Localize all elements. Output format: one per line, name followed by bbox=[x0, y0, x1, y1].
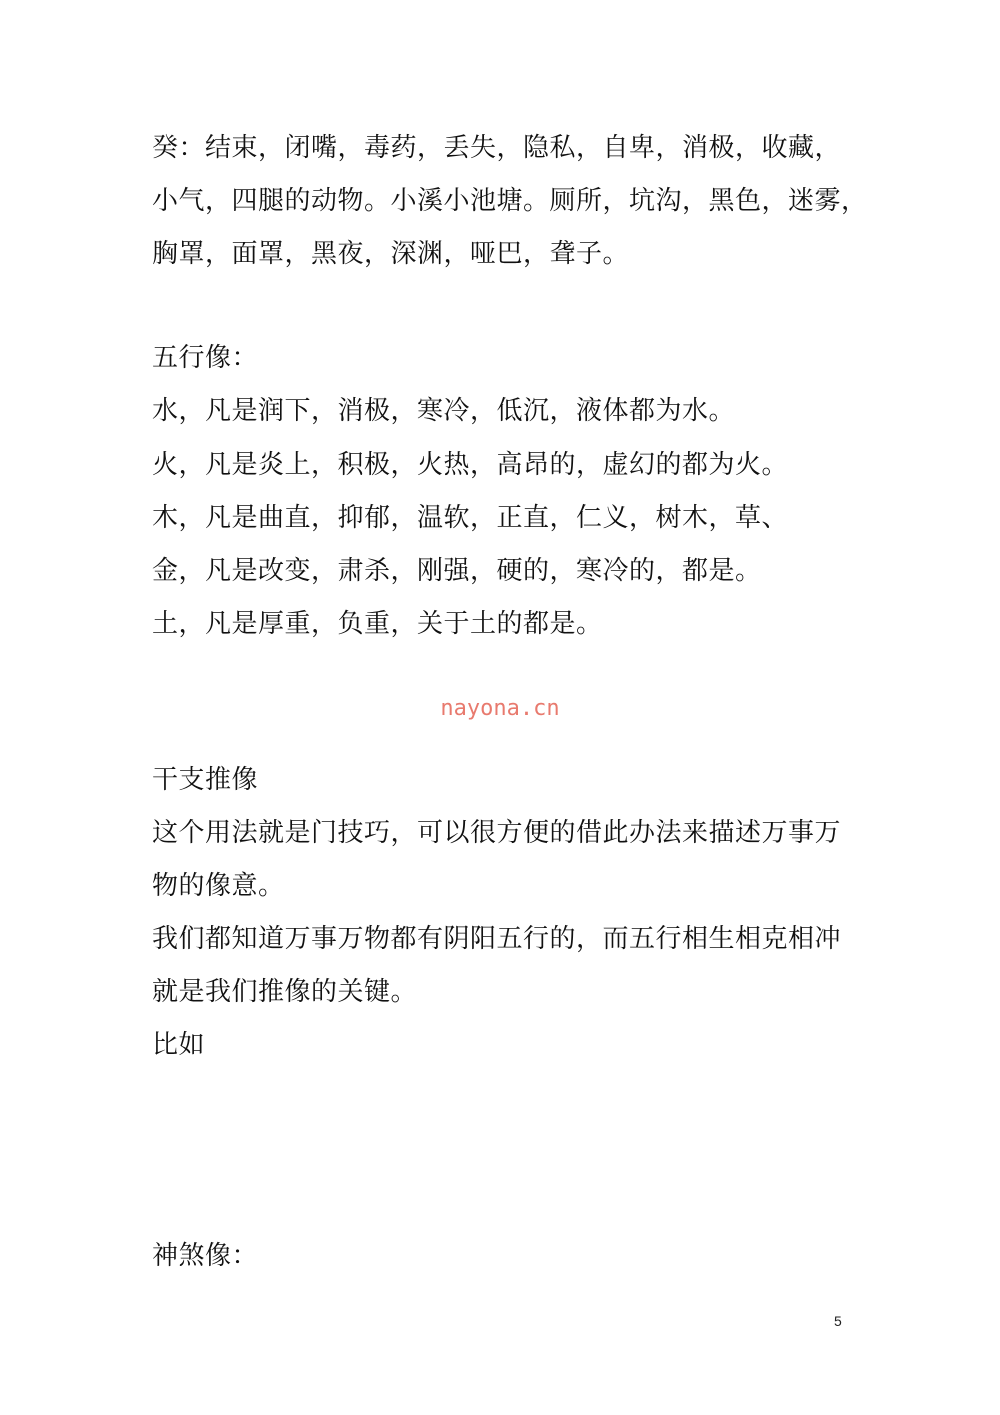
wuxing-line-earth: 土，凡是厚重，负重，关于土的都是。 bbox=[152, 609, 603, 639]
shensha-heading: 神煞像： bbox=[152, 1241, 259, 1271]
ganzhi-heading: 干支推像 bbox=[152, 765, 259, 795]
gui-line-1: 癸：结束，闭嘴，毒药，丢失，隐私，自卑，消极，收藏， bbox=[152, 133, 842, 163]
ganzhi-line-3: 我们都知道万事万物都有阴阳五行的，而五行相生相克相冲 bbox=[152, 924, 842, 954]
watermark: nayona.cn bbox=[440, 696, 560, 721]
ganzhi-line-2: 物的像意。 bbox=[152, 871, 285, 901]
wuxing-line-water: 水，凡是润下，消极，寒冷，低沉，液体都为水。 bbox=[152, 396, 736, 426]
wuxing-line-metal: 金，凡是改变，肃杀，刚强，硬的，寒冷的，都是。 bbox=[152, 556, 762, 586]
ganzhi-line-4: 就是我们推像的关键。 bbox=[152, 977, 418, 1007]
ganzhi-line-1: 这个用法就是门技巧，可以很方便的借此办法来描述万事万 bbox=[152, 818, 842, 848]
ganzhi-line-5: 比如 bbox=[152, 1030, 206, 1060]
gui-line-2: 小气，四腿的动物。小溪小池塘。厕所，坑沟，黑色，迷雾， bbox=[152, 186, 868, 216]
wuxing-heading: 五行像： bbox=[152, 343, 259, 373]
wuxing-line-fire: 火，凡是炎上，积极，火热，高昂的，虚幻的都为火。 bbox=[152, 450, 789, 480]
wuxing-line-wood: 木，凡是曲直，抑郁，温软，正直，仁义，树木，草、 bbox=[152, 503, 789, 533]
gui-line-3: 胸罩，面罩，黑夜，深渊，哑巴，聋子。 bbox=[152, 239, 630, 269]
page-number: 5 bbox=[834, 1313, 842, 1329]
